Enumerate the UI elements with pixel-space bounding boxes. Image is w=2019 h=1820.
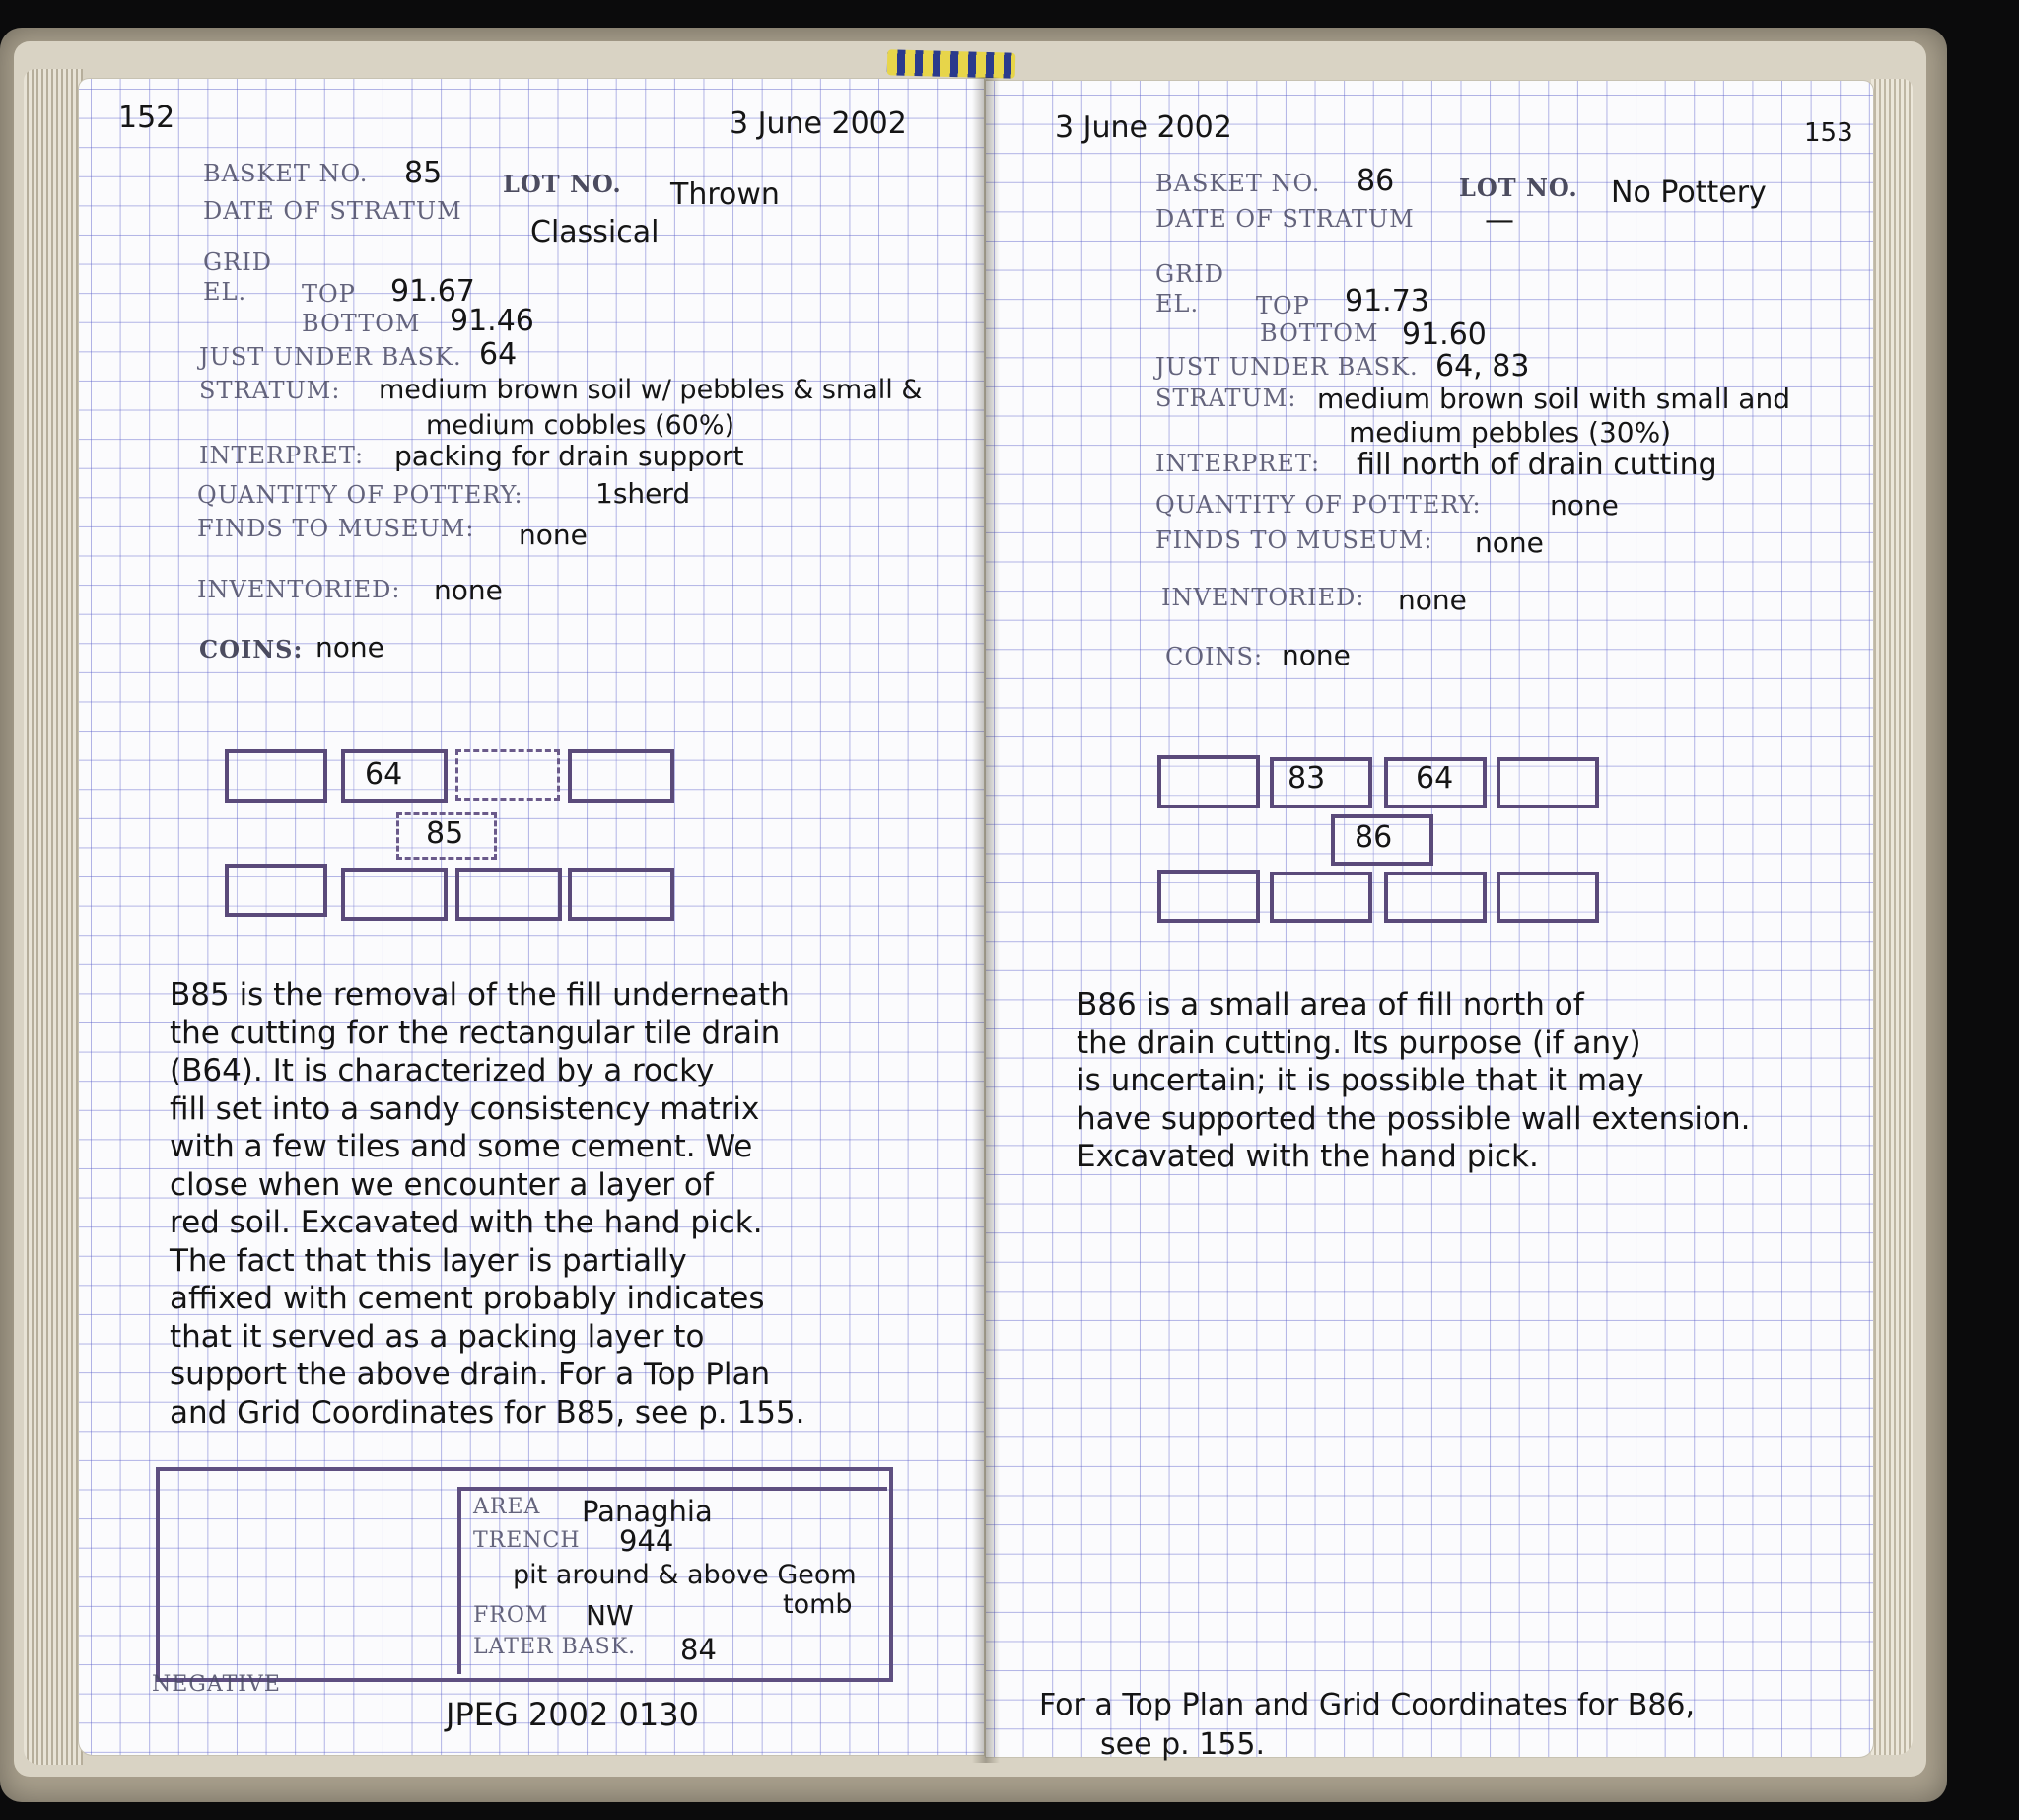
context-box-label: 64 — [1416, 761, 1454, 796]
basket-no-value: 85 — [404, 156, 443, 190]
notes-line: have supported the possible wall extension. — [1077, 1100, 1751, 1137]
notes-line: is uncertain; it is possible that it may — [1077, 1063, 1644, 1098]
pottery-label: QUANTITY OF POTTERY: — [197, 481, 523, 509]
ribbon-bookmark — [887, 49, 1016, 78]
top-value: 91.73 — [1345, 284, 1429, 318]
stratum-label: STRATUM: — [1155, 385, 1297, 412]
later-basket-value: 84 — [680, 1633, 717, 1666]
bottom-value: 91.46 — [450, 304, 534, 338]
notes-paragraph — [1077, 986, 1750, 1176]
page-edges-right — [1871, 79, 1913, 1755]
notes-line: close when we encounter a layer of — [170, 1166, 714, 1203]
negative-label: NEGATIVE — [152, 1672, 281, 1697]
context-box — [455, 749, 560, 801]
area-label: AREA — [473, 1495, 541, 1519]
pottery-value: none — [1550, 489, 1619, 522]
interpret-label: INTERPRET: — [199, 442, 365, 469]
notes-line: B86 is a small area of fill north of — [1077, 987, 1584, 1022]
context-box — [225, 749, 327, 803]
coins-label: COINS: — [199, 635, 304, 664]
entry-date: 3 June 2002 — [1055, 110, 1232, 145]
context-box — [1157, 870, 1260, 923]
inventoried-value: none — [434, 574, 503, 606]
stamp-description-line2: tomb — [783, 1589, 853, 1620]
coins-label: COINS: — [1165, 643, 1264, 670]
just-under-value: 64, 83 — [1435, 349, 1530, 384]
bottom-label: BOTTOM — [302, 310, 421, 337]
page-number: 153 — [1804, 118, 1853, 148]
lot-no-label: LOT NO. — [1459, 174, 1578, 202]
notes-line: with a few tiles and some cement. We — [170, 1129, 753, 1164]
notes-line: the drain cutting. Its purpose (if any) — [1077, 1024, 1641, 1061]
notes-line: (B64). It is characterized by a rocky — [170, 1053, 715, 1088]
footer-line2: see p. 155. — [1100, 1727, 1265, 1762]
right-page — [986, 81, 1873, 1762]
later-basket-label: LATER BASK. — [473, 1635, 637, 1659]
just-under-label: JUST UNDER BASK. — [199, 343, 462, 371]
context-box — [1157, 755, 1260, 808]
inventoried-label: INVENTORIED: — [1161, 584, 1365, 611]
basket-no-label: BASKET NO. — [203, 160, 369, 187]
notes-line: fill set into a sandy consistency matrix — [170, 1090, 760, 1127]
coins-value: none — [315, 631, 384, 664]
just-under-value: 64 — [479, 337, 518, 372]
el-label: EL. — [1155, 290, 1200, 317]
trench-value: 944 — [619, 1524, 674, 1558]
area-value: Panaghia — [582, 1495, 713, 1528]
trench-label: TRENCH — [473, 1528, 581, 1553]
context-box-label: 86 — [1355, 820, 1393, 855]
lot-no-value: No Pottery — [1611, 175, 1767, 210]
just-under-label: JUST UNDER BASK. — [1155, 353, 1419, 381]
stratum-line1: medium brown soil with small and — [1317, 383, 1790, 415]
stamp-description-line1: pit around & above Geom — [513, 1560, 857, 1590]
context-box — [341, 868, 448, 921]
notes-line: red soil. Excavated with the hand pick. — [170, 1205, 763, 1240]
book-gutter — [972, 77, 1000, 1763]
context-box-label: 83 — [1288, 761, 1326, 796]
finds-value: none — [1475, 526, 1544, 559]
basket-no-label: BASKET NO. — [1155, 170, 1321, 197]
notes-paragraph — [170, 976, 805, 1432]
grid-label: GRID — [203, 248, 272, 276]
finds-label: FINDS TO MUSEUM: — [197, 515, 475, 542]
lot-no-label: LOT NO. — [503, 170, 622, 198]
notes-line: Excavated with the hand pick. — [1077, 1139, 1539, 1174]
interpret-label: INTERPRET: — [1155, 450, 1321, 477]
top-label: TOP — [1256, 292, 1310, 319]
date-of-stratum-label: DATE OF STRATUM — [203, 197, 462, 225]
el-label: EL. — [203, 278, 247, 306]
context-box-label: 64 — [365, 757, 403, 792]
context-box — [1497, 757, 1599, 808]
context-box — [1384, 872, 1487, 923]
top-label: TOP — [302, 280, 356, 308]
footer-line1: For a Top Plan and Grid Coordinates for B86, — [1039, 1688, 1696, 1722]
inventoried-value: none — [1398, 584, 1467, 616]
pottery-value: 1sherd — [595, 477, 691, 510]
notes-line: affixed with cement probably indicates — [170, 1281, 765, 1316]
context-box-label: 85 — [426, 816, 464, 851]
notes-line: that it served as a packing layer to — [170, 1318, 705, 1355]
date-of-stratum-value: Classical — [530, 215, 660, 249]
context-box — [1497, 872, 1599, 923]
lot-no-value: Thrown — [670, 177, 780, 212]
left-page — [79, 79, 984, 1755]
date-of-stratum-value: — — [1485, 203, 1514, 238]
basket-no-value: 86 — [1357, 164, 1395, 198]
context-box — [225, 864, 327, 917]
jpeg-note: JPEG 2002 0130 — [446, 1696, 699, 1733]
interpret-value: packing for drain support — [394, 440, 744, 472]
page-edges-left — [24, 69, 83, 1765]
top-value: 91.67 — [390, 274, 475, 309]
context-box — [1270, 872, 1372, 923]
from-label: FROM — [473, 1603, 549, 1628]
stratum-line2: medium cobbles (60%) — [426, 410, 735, 441]
coins-value: none — [1282, 639, 1351, 671]
context-box — [455, 868, 562, 921]
grid-label: GRID — [1155, 260, 1224, 288]
notes-line: B85 is the removal of the fill underneath — [170, 977, 790, 1013]
notes-line: The fact that this layer is partially — [170, 1242, 687, 1279]
stratum-label: STRATUM: — [199, 377, 341, 404]
context-box — [568, 868, 674, 921]
bottom-value: 91.60 — [1402, 317, 1487, 352]
stratum-line2: medium pebbles (30%) — [1349, 416, 1672, 449]
stratum-line1: medium brown soil w/ pebbles & small & — [379, 375, 923, 405]
page-number: 152 — [118, 101, 175, 135]
notes-line: the cutting for the rectangular tile drain — [170, 1015, 781, 1051]
from-value: NW — [586, 1599, 634, 1632]
finds-value: none — [519, 519, 588, 551]
notes-line: support the above drain. For a Top Plan — [170, 1357, 771, 1392]
notes-line: and Grid Coordinates for B85, see p. 155. — [170, 1394, 805, 1431]
inventoried-label: INVENTORIED: — [197, 576, 401, 603]
pottery-label: QUANTITY OF POTTERY: — [1155, 491, 1482, 519]
date-of-stratum-label: DATE OF STRATUM — [1155, 205, 1415, 233]
context-box — [568, 749, 674, 803]
bottom-label: BOTTOM — [1260, 319, 1379, 347]
finds-label: FINDS TO MUSEUM: — [1155, 526, 1433, 554]
interpret-value: fill north of drain cutting — [1357, 448, 1717, 482]
entry-date: 3 June 2002 — [730, 106, 907, 141]
